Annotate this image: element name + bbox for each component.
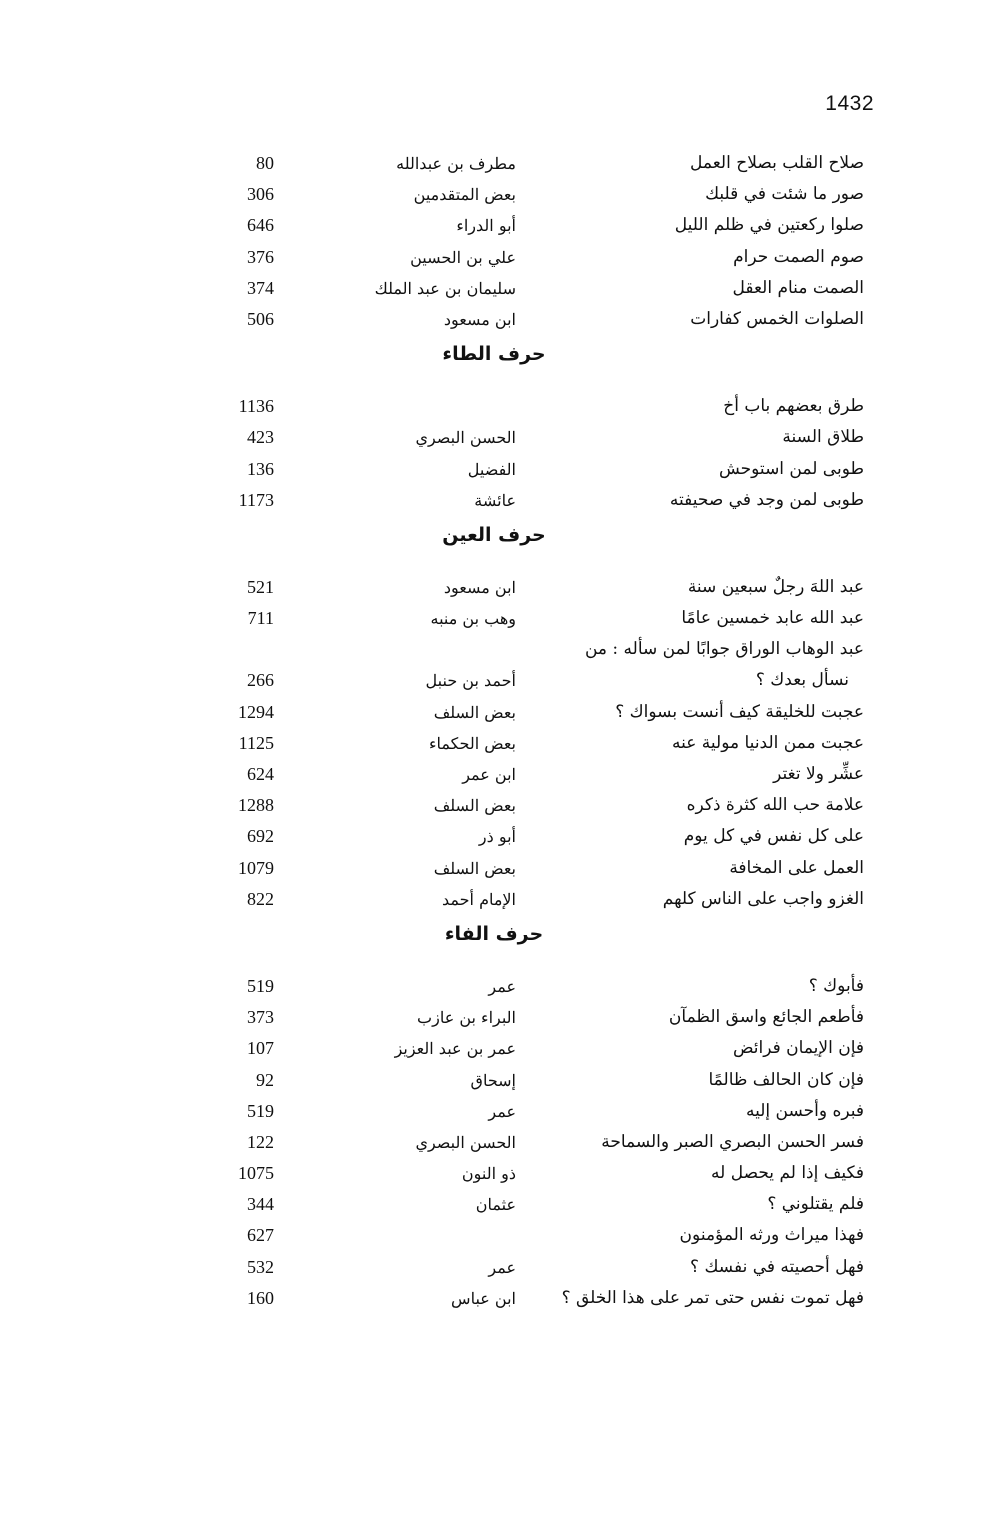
entry-phrase: فإن الإيمان فرائض: [732, 1038, 864, 1059]
entry-phrase: فبره وأحسن إليه: [745, 1100, 864, 1121]
index-entry: [0, 1252, 986, 1283]
entry-narrator: بعض السلف: [433, 796, 516, 816]
entry-page-ref: 532: [247, 1256, 274, 1277]
index-entry: [0, 572, 986, 603]
index-entry: [0, 1220, 986, 1251]
entry-narrator: مطرف بن عبدالله: [396, 154, 516, 173]
entry-narrator: عمر: [488, 1257, 516, 1277]
entry-phrase: طوبى لمن وجد في صحيفته: [669, 489, 864, 510]
entry-page-ref: 822: [247, 888, 274, 909]
entry-narrator: سليمان بن عبد الملك: [374, 278, 516, 298]
index-list: [0, 148, 986, 1314]
entry-page-ref: 1075: [238, 1163, 274, 1184]
entry-page-ref: 627: [247, 1225, 274, 1246]
entry-page-ref: 646: [247, 215, 274, 236]
entry-page-ref: 423: [247, 427, 274, 448]
entry-narrator: عمر: [488, 1101, 516, 1121]
entry-page-ref: 1079: [238, 857, 274, 878]
entry-page-ref: 160: [247, 1287, 274, 1308]
entry-narrator: البراء بن عازب: [417, 1008, 516, 1028]
index-entry: [0, 759, 986, 790]
entry-narrator: الحسن البصري: [415, 428, 516, 448]
entry-page-ref: 1294: [238, 701, 274, 722]
entry-page-ref: 1136: [238, 396, 274, 417]
entry-phrase: علامة حب الله كثرة ذكره: [686, 795, 864, 816]
entry-narrator: بعض السلف: [433, 702, 516, 722]
entry-page-ref: 519: [247, 1100, 274, 1121]
entry-narrator: أحمد بن حنبل: [425, 671, 516, 691]
entry-narrator: عائشة: [474, 490, 516, 510]
entry-phrase: العمل على المخافة: [729, 857, 864, 878]
entry-narrator: عمر بن عبد العزيز: [394, 1039, 516, 1059]
entry-page-ref: 266: [247, 670, 274, 691]
entry-phrase: صلاح القلب بصلاح العمل: [690, 153, 864, 173]
section-heading-text: حرف العين: [442, 523, 546, 546]
entry-narrator: علي بن الحسين: [410, 247, 516, 267]
section-heading-fa: [0, 915, 986, 971]
entry-phrase: عشِّر ولا تغتر: [773, 764, 864, 784]
entry-narrator: إسحاق: [470, 1070, 516, 1090]
entry-phrase: عجبت ممن الدنيا مولية عنه: [672, 732, 864, 753]
index-entry: [0, 1065, 986, 1096]
entry-page-ref: 506: [247, 308, 274, 329]
entry-phrase: عبد الله عابد خمسين عامًا: [681, 608, 864, 629]
entry-page-ref: 122: [247, 1131, 274, 1152]
entry-narrator: وهب بن منبه: [430, 609, 516, 629]
entry-narrator: بعض الحكماء: [429, 733, 516, 753]
entry-narrator: الفضيل: [467, 459, 516, 479]
entry-narrator: أبو الدراء: [456, 216, 516, 236]
index-entry-continued: [0, 665, 986, 696]
entry-page-ref: 1288: [238, 795, 274, 816]
index-entry: [0, 273, 986, 304]
entry-narrator: بعض السلف: [433, 858, 516, 878]
entry-narrator: ذو النون: [461, 1164, 516, 1184]
index-entry: [0, 1002, 986, 1033]
entry-narrator: عمر: [488, 976, 516, 996]
entry-phrase: صور ما شئت في قلبك: [705, 184, 864, 205]
entry-page-ref: 711: [247, 608, 274, 629]
index-entry: [0, 603, 986, 634]
entry-page-ref: 306: [247, 184, 274, 205]
index-entry: [0, 1096, 986, 1127]
entry-phrase: فكيف إذا لم يحصل له: [711, 1163, 864, 1184]
entry-phrase: طلاق السنة: [782, 427, 864, 448]
index-entry: [0, 1127, 986, 1158]
entry-phrase: فسر الحسن البصري الصبر والسماحة: [601, 1131, 864, 1152]
index-entry: [0, 728, 986, 759]
entry-phrase: طرق بعضهم باب أخ: [723, 396, 864, 417]
entry-page-ref: 80: [256, 153, 274, 173]
section-heading-ta: [0, 335, 986, 391]
index-entry: [0, 790, 986, 821]
index-entry: [0, 1283, 986, 1314]
entry-narrator: الإمام أحمد: [442, 889, 516, 909]
entry-page-ref: 136: [247, 458, 274, 479]
entry-narrator: أبو ذر: [478, 827, 516, 847]
entry-page-ref: 1173: [238, 489, 274, 510]
index-entry: [0, 391, 986, 422]
entry-phrase: فلم يقتلوني ؟: [767, 1194, 864, 1215]
section-heading-ain: [0, 516, 986, 572]
index-entry: [0, 210, 986, 241]
entry-phrase: الصلوات الخمس كفارات: [690, 308, 864, 329]
entry-phrase: طوبى لمن استوحش: [718, 458, 864, 479]
index-entry: [0, 179, 986, 210]
section-heading-text: حرف الطاء: [442, 343, 546, 366]
entry-page-ref: 519: [247, 975, 274, 996]
entry-narrator: عثمان: [475, 1195, 516, 1215]
entry-narrator: بعض المتقدمين: [413, 185, 516, 205]
index-entry: [0, 304, 986, 335]
entry-phrase: صوم الصمت حرام: [733, 246, 864, 267]
entry-page-ref: 1125: [238, 732, 274, 753]
index-entry: [0, 1033, 986, 1064]
index-entry: [0, 853, 986, 884]
entry-phrase: فأبوك ؟: [808, 975, 864, 996]
index-entry: [0, 697, 986, 728]
entry-page-ref: 521: [247, 576, 274, 597]
entry-narrator: ابن عمر: [462, 765, 516, 784]
entry-narrator: ابن مسعود: [443, 309, 516, 329]
entry-page-ref: 376: [247, 246, 274, 267]
index-entry: [0, 454, 986, 485]
index-entry: [0, 1189, 986, 1220]
index-entry: [0, 1158, 986, 1189]
index-entry: [0, 422, 986, 453]
entry-phrase: الغزو واجب على الناس كلهم: [662, 888, 864, 909]
page-number: 1432: [825, 92, 874, 115]
entry-phrase: نسأل بعدك ؟: [755, 670, 849, 691]
entry-phrase: فهذا ميراث ورثه المؤمنون: [679, 1225, 864, 1246]
entry-page-ref: 92: [256, 1069, 274, 1090]
index-entry: [0, 971, 986, 1002]
entry-phrase: صلوا ركعتين في ظلم الليل: [674, 215, 864, 236]
entry-narrator: ابن مسعود: [443, 577, 516, 597]
entry-phrase: عبد اللهَ رجلٌ سبعين سنة: [687, 576, 864, 597]
entry-page-ref: 344: [247, 1194, 274, 1215]
index-entry: [0, 148, 986, 179]
entry-phrase: عبد الوهاب الوراق جوابًا لمن سأله : من: [584, 639, 864, 660]
entry-phrase: الصمت منام العقل: [732, 277, 864, 298]
index-entry: [0, 634, 986, 665]
entry-phrase: فهل أحصيته في نفسك ؟: [690, 1256, 864, 1277]
entry-narrator: الحسن البصري: [415, 1132, 516, 1152]
entry-phrase: فإن كان الحالف ظالمًا: [708, 1069, 864, 1090]
index-entry: [0, 485, 986, 516]
entry-page-ref: 374: [247, 277, 274, 298]
index-entry: [0, 242, 986, 273]
entry-phrase: على كل نفس في كل يوم: [683, 826, 864, 847]
entry-phrase: فهل تموت نفس حتى تمر على هذا الخلق ؟: [561, 1287, 864, 1308]
entry-page-ref: 373: [247, 1007, 274, 1028]
section-heading-text: حرف الفاء: [444, 922, 544, 945]
entry-page-ref: 624: [247, 764, 274, 784]
index-entry: [0, 821, 986, 852]
entry-narrator: ابن عباس: [451, 1288, 516, 1308]
entry-phrase: فأطعم الجائع واسق الظمآن: [668, 1007, 864, 1028]
entry-phrase: عجبت للخليقة كيف أنست بسواك ؟: [615, 701, 864, 722]
index-entry: [0, 884, 986, 915]
entry-page-ref: 107: [247, 1038, 274, 1059]
entry-page-ref: 692: [247, 826, 274, 847]
